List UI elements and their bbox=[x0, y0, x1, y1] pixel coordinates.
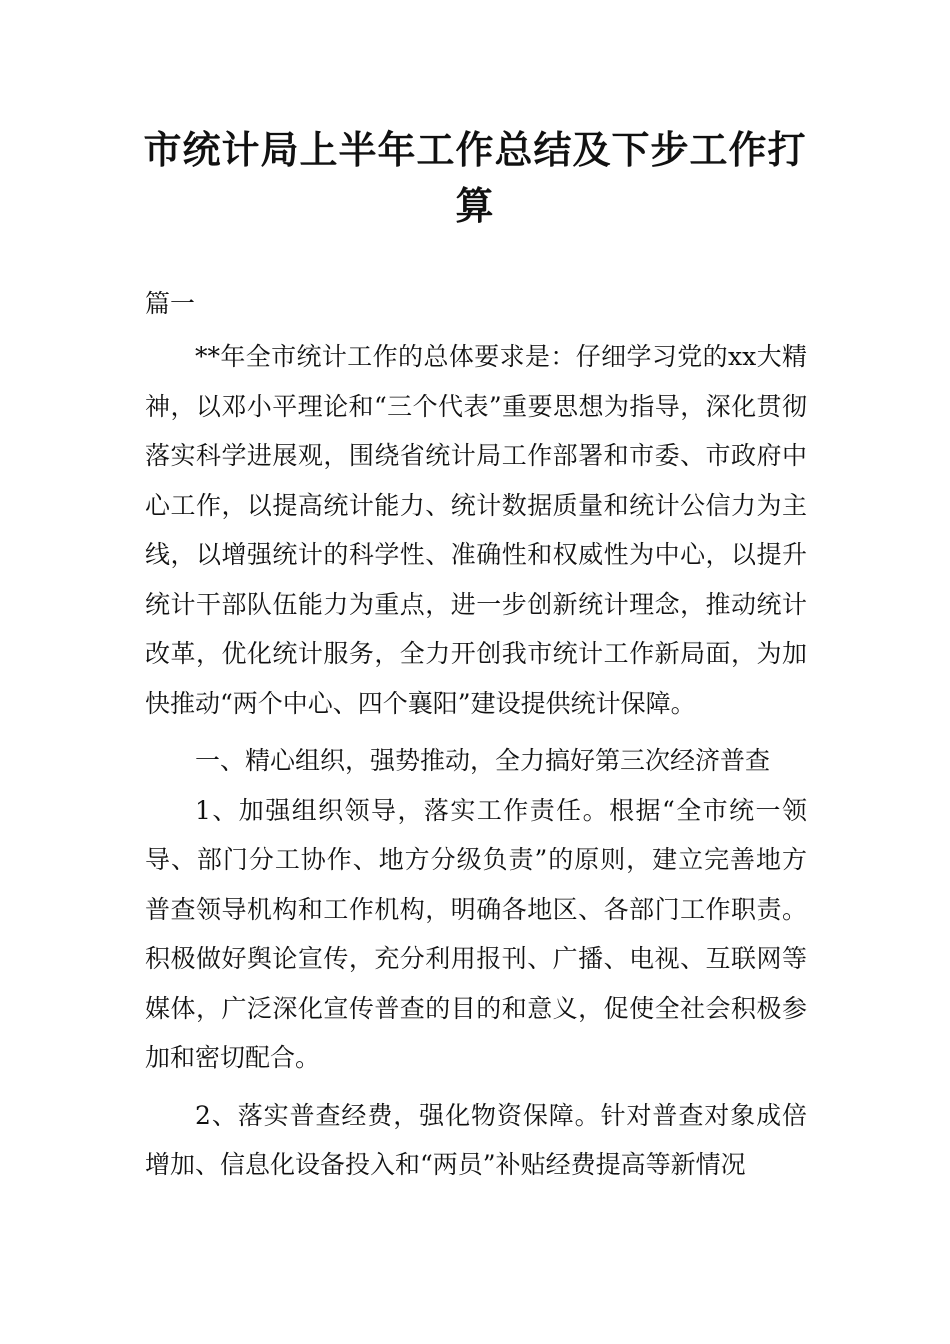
paragraph-general-requirements: **年全市统计工作的总体要求是：仔细学习党的xx大精神，以邓小平理论和“三个代表”重要思想为指导，深化贯彻落实科学进展观，围绕省统计局工作部署和市委、市政府中心工作，以提高统计能力、统计数据质量和统计公信力为主线，以增强统计的科学性、准确性和权威性为中心，以提升统计干部队伍能力为重点，进一步创新统计理念，推动统计改革，优化统计服务，全力开创我市统计工作新局面，为加快推动“两个中心、四个襄阳”建设提供统计保障。 bbox=[145, 342, 807, 718]
section-label: 篇一 bbox=[145, 289, 196, 318]
paragraph-census-funding: 2、落实普查经费，强化物资保障。针对普查对象成倍增加、信息化设备投入和“两员”补贴经费提高等新情况 bbox=[145, 1100, 807, 1179]
section-heading-economic-census: 一、精心组织，强势推动，全力搞好第三次经济普查 bbox=[195, 746, 771, 775]
document-title: 市统计局上半年工作总结及下步工作打算 bbox=[143, 128, 807, 228]
paragraph-organization-leadership: 1、加强组织领导，落实工作责任。根据“全市统一领导、部门分工协作、地方分级负责”的原则，建立完善地方普查领导机构和工作机构，明确各地区、各部门工作职责。积极做好舆论宣传，充分利用报刊、广播、电视、互联网等媒体，广泛深化宣传普查的目的和意义，促使全社会积极参加和密切配合。 bbox=[145, 795, 807, 1072]
document-body bbox=[145, 332, 807, 1190]
